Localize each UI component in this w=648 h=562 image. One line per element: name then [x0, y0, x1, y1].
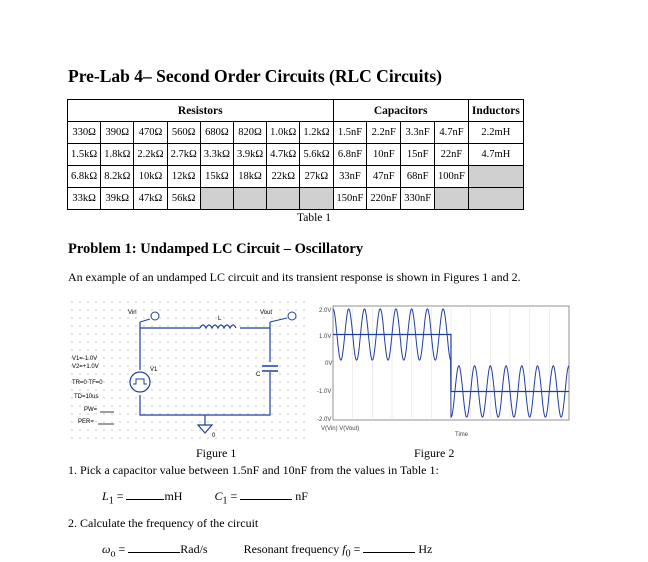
capacitor-cell: 6.8nF: [333, 144, 367, 166]
w0-unit: Rad/s: [180, 542, 208, 556]
capacitor-cell: 15nF: [401, 144, 435, 166]
inductor-cell: 4.7mH: [468, 144, 523, 166]
resistor-cell: [267, 188, 300, 210]
problem-heading: Problem 1: Undamped LC Circuit – Oscillatory: [68, 241, 364, 257]
f0-subscript: 0: [345, 548, 351, 560]
svg-text:0V: 0V: [325, 361, 333, 367]
capacitor-cell: 47nF: [367, 166, 401, 188]
c1-symbol: C: [214, 489, 223, 503]
resistor-cell: 2.7kΩ: [167, 144, 200, 166]
table-caption: Table 1: [297, 212, 332, 224]
param-v2: V2=+1.0V: [72, 364, 99, 370]
capacitor-label: C: [256, 372, 261, 378]
x-axis-label: Time: [455, 432, 469, 438]
svg-text:2.0V: 2.0V: [319, 308, 332, 314]
resistor-cell: [233, 188, 266, 210]
resistor-cell: 1.0kΩ: [267, 122, 300, 144]
capacitor-cell: 150nF: [333, 188, 367, 210]
ground-label: 0: [212, 433, 216, 439]
resistor-cell: [300, 188, 333, 210]
resistor-cell: 1.5kΩ: [68, 144, 101, 166]
resistor-cell: 1.2kΩ: [300, 122, 333, 144]
l1-equals: =: [116, 489, 124, 503]
figure2-plot: [315, 300, 577, 440]
svg-text:1.0V: 1.0V: [319, 334, 332, 340]
f0-answer-blank[interactable]: [363, 552, 415, 553]
capacitor-cell: [435, 188, 469, 210]
w0-line: [102, 542, 432, 559]
inductor-cell: [468, 166, 523, 188]
capacitor-cell: 100nF: [435, 166, 469, 188]
capacitor-cell: 68nF: [401, 166, 435, 188]
param-pw: PW=: [84, 407, 98, 413]
resistor-cell: 18kΩ: [233, 166, 266, 188]
capacitor-cell: 3.3nF: [401, 122, 435, 144]
f0-equals: =: [353, 542, 361, 556]
resistor-cell: 33kΩ: [68, 188, 101, 210]
components-table: [67, 99, 524, 210]
l1-subscript: 1: [108, 495, 114, 507]
pulse-source-symbol: [130, 372, 150, 392]
vin-probe-icon: [151, 312, 159, 320]
table-row: [68, 166, 524, 188]
param-tr-tf: TR=0 TF=0: [72, 380, 103, 386]
resistor-cell: 2.2kΩ: [134, 144, 167, 166]
resistor-cell: 8.2kΩ: [101, 166, 134, 188]
inductor-cell: [468, 188, 523, 210]
capacitor-cell: 10nF: [367, 144, 401, 166]
resistor-cell: 330Ω: [68, 122, 101, 144]
page-title: Pre-Lab 4– Second Order Circuits (RLC Circuits): [68, 66, 442, 86]
resistor-cell: 390Ω: [101, 122, 134, 144]
question-2: 2. Calculate the frequency of the circuit: [68, 516, 259, 530]
c1-unit: nF: [295, 489, 308, 503]
inductor-label: L: [218, 316, 222, 322]
capacitor-cell: 33nF: [333, 166, 367, 188]
l1-unit: mH: [164, 489, 183, 503]
table-row: [68, 122, 524, 144]
f0-unit: Hz: [418, 542, 433, 556]
figure1-circuit: [70, 300, 310, 440]
resistor-cell: 12kΩ: [167, 166, 200, 188]
resistor-cell: [200, 188, 233, 210]
resistor-cell: 3.9kΩ: [233, 144, 266, 166]
w0-answer-blank[interactable]: [128, 552, 180, 553]
w0-symbol: ω: [102, 542, 111, 556]
param-v1: V1=-1.0V: [72, 356, 98, 362]
inductor-cell: 2.2mH: [468, 122, 523, 144]
figure2-caption: Figure 2: [414, 446, 455, 460]
svg-text:-2.0V: -2.0V: [317, 417, 332, 423]
resistor-cell: 560Ω: [167, 122, 200, 144]
resistor-cell: 27kΩ: [300, 166, 333, 188]
capacitor-cell: 220nF: [367, 188, 401, 210]
resistor-cell: 680Ω: [200, 122, 233, 144]
table-row: [68, 188, 524, 210]
f0-text: Resonant frequency: [243, 542, 340, 556]
vin-label: Vin: [128, 310, 137, 316]
param-per: PER=: [78, 419, 94, 425]
resistor-cell: 6.8kΩ: [68, 166, 101, 188]
resistor-cell: 3.3kΩ: [200, 144, 233, 166]
resistor-cell: 56kΩ: [167, 188, 200, 210]
resistor-cell: 10kΩ: [134, 166, 167, 188]
param-td: TD=10us: [74, 394, 99, 400]
resistor-cell: 1.8kΩ: [101, 144, 134, 166]
resistor-cell: 47kΩ: [134, 188, 167, 210]
l1-symbol: L: [102, 489, 109, 503]
vout-label: Vout: [260, 310, 273, 316]
c1-subscript: 1: [222, 495, 228, 507]
header-resistors: Resistors: [68, 100, 334, 122]
capacitor-cell: 22nF: [435, 144, 469, 166]
header-inductors: Inductors: [468, 100, 523, 122]
source-label: V1: [150, 367, 158, 373]
y-tick-labels: [317, 308, 332, 423]
f0-symbol: f: [342, 542, 346, 556]
capacitor-cell: 4.7nF: [435, 122, 469, 144]
table-header-row: [68, 100, 524, 122]
table-row: [68, 144, 524, 166]
resistor-cell: 15kΩ: [200, 166, 233, 188]
c1-equals: =: [230, 489, 238, 503]
header-capacitors: Capacitors: [333, 100, 468, 122]
resistor-cell: 39kΩ: [101, 188, 134, 210]
capacitor-cell: 2.2nF: [367, 122, 401, 144]
resistor-cell: 5.6kΩ: [300, 144, 333, 166]
resistor-cell: 4.7kΩ: [267, 144, 300, 166]
w0-subscript: o: [110, 548, 116, 560]
l1-line: [102, 489, 308, 506]
capacitor-cell: 330nF: [401, 188, 435, 210]
w0-equals: =: [118, 542, 126, 556]
l1-answer-blank[interactable]: [126, 499, 164, 500]
vout-probe-icon: [288, 312, 296, 320]
resistor-cell: 22kΩ: [267, 166, 300, 188]
legend-label: V(Vin) V(Vout): [321, 426, 360, 432]
c1-answer-blank[interactable]: [240, 499, 292, 500]
svg-text:-1.0V: -1.0V: [317, 389, 332, 395]
resistor-cell: 470Ω: [134, 122, 167, 144]
capacitor-cell: 1.5nF: [333, 122, 367, 144]
problem-intro: An example of an undamped LC circuit and its transient response is shown in Figures 1 and 2.: [68, 270, 521, 284]
resistor-cell: 820Ω: [233, 122, 266, 144]
question-1: 1. Pick a capacitor value between 1.5nF and 10nF from the values in Table 1:: [68, 463, 439, 477]
figure1-caption: Figure 1: [196, 446, 237, 460]
